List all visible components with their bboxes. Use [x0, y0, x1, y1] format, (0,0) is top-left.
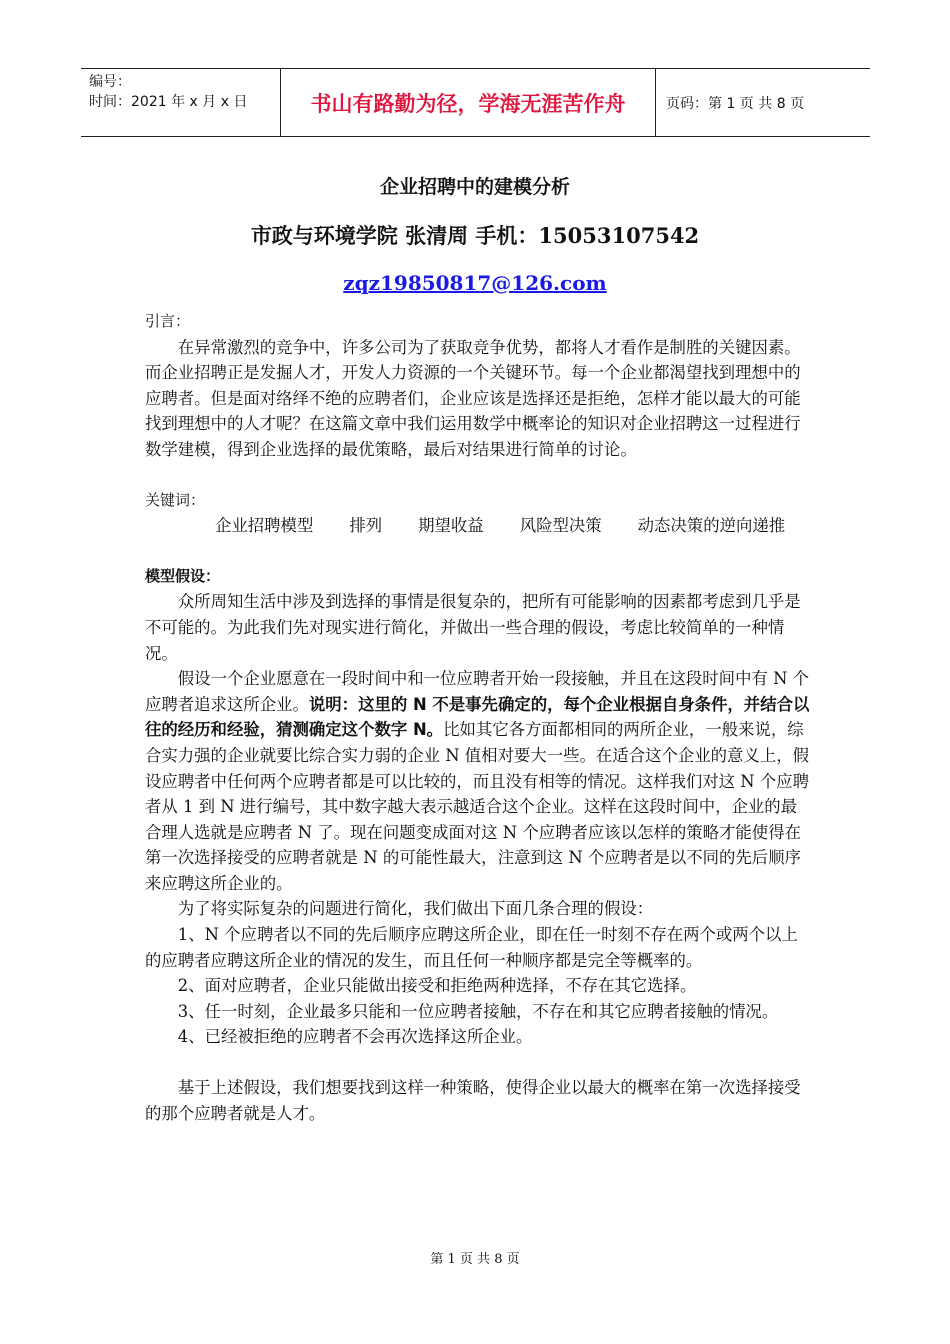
document-title: 企业招聘中的建模分析: [379, 176, 570, 198]
assumption-1: 1、N 个应聘者以不同的先后顺序应聘这所企业，即在任一时刻不存在两个或两个以上的应聘者应聘这所企业的情况的发生，而且任何一种顺序都是完全等概率的。: [145, 925, 798, 970]
document-body: [145, 309, 810, 1126]
email-link[interactable]: zqz19850817@126.com: [343, 271, 607, 295]
motto: 书山有路勤为径，学海无涯苦作舟: [281, 69, 656, 136]
header-meta: [81, 69, 281, 136]
page-footer: 第 1 页 共 8 页: [430, 1252, 520, 1267]
assumption-4: 4、已经被拒绝的应聘者不会再次选择这所企业。: [177, 1027, 533, 1047]
authors-line: 市政与环境学院 张清周 手机：15053107542: [250, 223, 700, 248]
assumption-2: 2、面对应聘者，企业只能做出接受和拒绝两种选择，不存在其它选择。: [177, 976, 697, 996]
model-label: 模型假设：: [145, 566, 221, 585]
keywords-list: [145, 513, 810, 539]
model-paragraph-2: [145, 666, 810, 896]
time-label: 时间：2021 年 x 月 x 日: [89, 94, 248, 110]
header-table: [81, 68, 870, 137]
keyword-item: 企业招聘模型: [215, 516, 314, 536]
model-p2-rest: 比如其它各方面都相同的两所企业，一般来说，综合实力强的企业就要比综合实力弱的企业 N 值相对要大一些。在适合这个企业的意义上，假设应聘者中任何两个应聘者都是可以比较的，而且没有相等的情况。这样我们对这 N 个应聘者从 1 到 N 进行编号，其中数字越大表示越适合这个企业。这样在这段时间中，企业的最合理人选就是应聘者 N 了。现在问题变成面对这 N 个应聘者应该以怎样的策略才能使得在第一次选择接受的应聘者就是 N 的可能性最大，注意到这 N 个应聘者是以不同的先后顺序来应聘这所企业的。: [145, 720, 809, 893]
model-paragraph-1: 众所周知生活中涉及到选择的事情是很复杂的，把所有可能影响的因素都考虑到几乎是不可能的。为此我们先对现实进行简化，并做出一些合理的假设，考虑比较简单的一种情况。: [145, 592, 801, 663]
model-paragraph-3: 为了将实际复杂的问题进行简化，我们做出下面几条合理的假设：: [177, 899, 654, 919]
intro-paragraph: 在异常激烈的竞争中，许多公司为了获取竞争优势，都将人才看作是制胜的关键因素。而企业招聘正是发掘人才，开发人力资源的一个关键环节。每一个企业都渴望找到理想中的应聘者。但是面对络绎不绝的应聘者们，企业应该是选择还是拒绝，怎样才能以最大的可能找到理想中的人才呢？在这篇文章中我们运用数学中概率论的知识对企业招聘这一过程进行数学建模，得到企业选择的最优策略，最后对结果进行简单的讨论。: [145, 337, 801, 459]
model-p2-note: 说明：这里的 N 不是事先确定的，每个企业根据自身条件，并结合以往的经历和经验，猜测确定这个数字 N。: [145, 694, 810, 740]
keyword-item: 排列: [349, 516, 383, 536]
model-p2-intro: 假设一个企业愿意在一段时间中和一位应聘者开始一段接触，并且在这段时间中有 N 个应聘者追求这所企业。: [145, 669, 810, 714]
keyword-item: 期望收益: [418, 516, 484, 536]
keyword-item: 风险型决策: [519, 516, 602, 536]
conclusion-paragraph: 基于上述假设，我们想要找到这样一种策略，使得企业以最大的概率在第一次选择接受的那个应聘者就是人才。: [145, 1078, 801, 1123]
keywords-label: 关键词：: [145, 490, 206, 509]
assumption-3: 3、任一时刻，企业最多只能和一位应聘者接触，不存在和其它应聘者接触的情况。: [177, 1001, 779, 1021]
keyword-item: 动态决策的逆向递推: [637, 516, 786, 536]
number-label: 编号：: [89, 74, 131, 90]
page-info: 页码：第 1 页 共 8 页: [666, 95, 805, 112]
intro-label: 引言：: [145, 312, 191, 330]
